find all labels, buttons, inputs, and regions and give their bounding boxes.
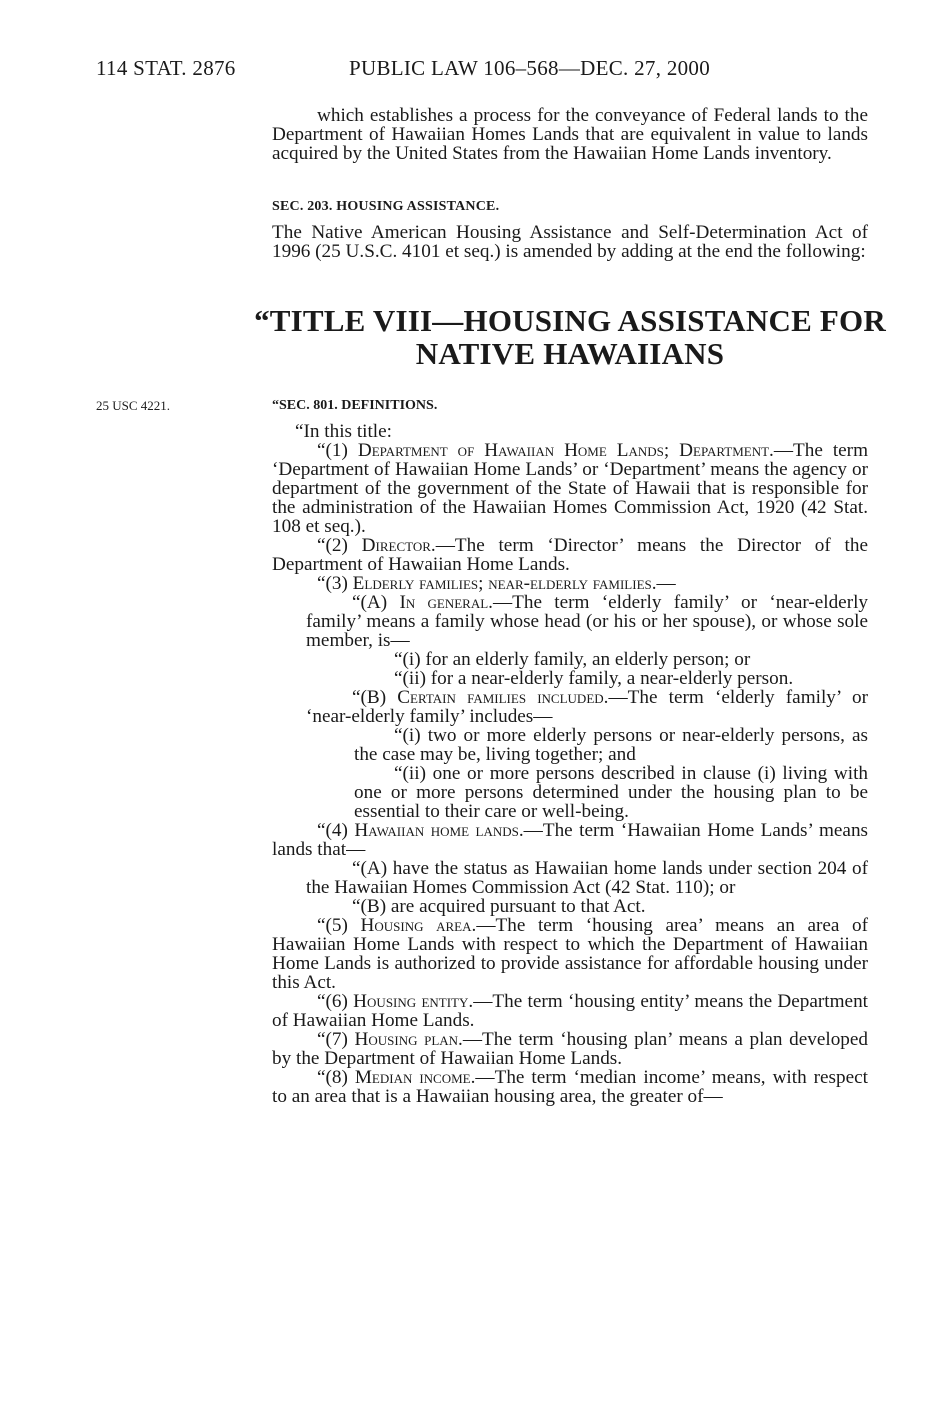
definition-3b-i: “(i) two or more elderly persons or near-elderly persons, as the case may be, living together; and (354, 725, 868, 765)
title-viii-heading (228, 304, 912, 370)
definition-3-term: “(3) Elderly families; near-elderly families. (317, 573, 657, 594)
definition-3 (272, 574, 868, 593)
definition-3a-term: “(A) In general. (352, 592, 493, 613)
definition-3b-text: —The term ‘elderly family’ or ‘near-elderly family’ includes— (306, 687, 868, 727)
definition-3a-i: “(i) for an elderly family, an elderly person; or (394, 649, 751, 670)
definition-6-text: —The term ‘housing entity’ means the Department of Hawaiian Home Lands. (272, 991, 868, 1031)
page-header (96, 56, 796, 86)
definition-7-text: —The term ‘housing plan’ means a plan developed by the Department of Hawaiian Home Lands. (272, 1029, 868, 1069)
section-203-text: The Native American Housing Assistance and Self-Determination Act of 1996 (25 U.S.C. 4101 et seq.) is amended by adding at the end the following: (272, 222, 868, 262)
definition-3b (272, 688, 868, 726)
title-line-2: NATIVE HAWAIIANS (415, 336, 725, 371)
definition-2-term: “(2) Director. (317, 535, 436, 556)
definition-4 (272, 821, 868, 859)
definition-1-text: —The term ‘Department of Hawaiian Home Lands’ or ‘Department’ means the agency or department of the government of the State of Hawaii that is responsible for the administration of the Hawaiian Homes Commission Act, 1920 (42 Stat. 108 et seq.). (272, 440, 868, 537)
margin-citation: 25 USC 4221. (96, 398, 171, 413)
definition-3-text: — (656, 573, 676, 594)
definition-2 (272, 536, 868, 574)
definition-5-term: “(5) Housing area. (317, 915, 477, 936)
definition-4-term: “(4) Hawaiian home lands. (317, 820, 524, 841)
public-law-citation: PUBLIC LAW 106–568—DEC. 27, 2000 (349, 56, 711, 80)
definition-8-text: —The term ‘median income’ means, with respect to an area that is a Hawaiian housing area, the greater of— (272, 1067, 868, 1107)
definition-7 (272, 1030, 868, 1068)
definition-1 (272, 441, 868, 536)
definition-1-term: “(1) Department of Hawaiian Home Lands; Department. (317, 440, 774, 461)
definition-3a-text: —The term ‘elderly family’ or ‘near-elderly family’ means a family whose head (or his or her spouse), or whose sole member, is— (306, 592, 869, 651)
definition-8 (272, 1068, 868, 1106)
definition-4a: “(A) have the status as Hawaiian home lands under section 204 of the Hawaiian Homes Commission Act (42 Stat. 110); or (306, 858, 868, 898)
definition-2-text: —The term ‘Director’ means the Director of the Department of Hawaiian Home Lands. (272, 535, 868, 575)
continuation-paragraph (272, 106, 868, 163)
section-203-heading: SEC. 203. HOUSING ASSISTANCE. (272, 199, 500, 214)
definition-7-term: “(7) Housing plan. (317, 1029, 463, 1050)
definition-4-text: —The term ‘Hawaiian Home Lands’ means lands that— (272, 820, 868, 860)
definition-8-term: “(8) Median income. (317, 1067, 476, 1088)
definition-3b-term: “(B) Certain families included. (352, 687, 609, 708)
definition-6 (272, 992, 868, 1030)
definition-5 (272, 916, 868, 992)
section-203-body (272, 223, 868, 261)
definition-4b: “(B) are acquired pursuant to that Act. (352, 896, 646, 917)
definition-3a (272, 593, 868, 650)
section-801-heading: “SEC. 801. DEFINITIONS. (272, 398, 438, 413)
definition-5-text: —The term ‘housing area’ means an area of Hawaiian Home Lands with respect to which the Department of Hawaiian Home Lands is authorized to provide assistance for affordable housing under this Act. (272, 915, 869, 993)
definitions-body (272, 422, 868, 1106)
statute-page-number: 114 STAT. 2876 (96, 56, 236, 80)
title-line-1: “TITLE VIII—HOUSING ASSISTANCE FOR (254, 303, 886, 338)
definition-6-term: “(6) Housing entity. (317, 991, 474, 1012)
definition-3b-ii: “(ii) one or more persons described in clause (i) living with one or more persons determined under the housing plan to be essential to their care or well-being. (354, 763, 868, 822)
definitions-intro: “In this title: (295, 421, 392, 442)
continuation-text: which establishes a process for the conveyance of Federal lands to the Department of Hawaiian Homes Lands that are equivalent in value to lands acquired by the United States from the Hawaiian Home Lands inventory. (272, 105, 868, 164)
definition-3a-ii: “(ii) for a near-elderly family, a near-elderly person. (394, 668, 794, 689)
